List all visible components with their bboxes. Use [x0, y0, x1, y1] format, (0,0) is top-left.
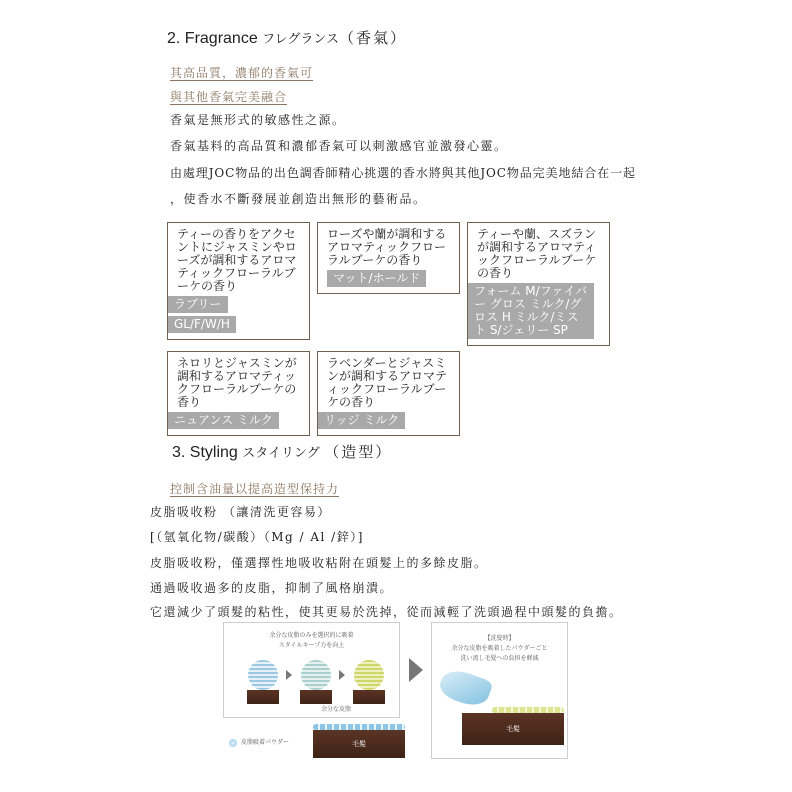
styling-body-4: 通過吸收過多的皮脂，抑制了風格崩潰。	[150, 581, 394, 595]
diagram-left-panel	[223, 622, 400, 718]
styling-body-2: [（氫氧化物/碳酸）（Mg / Al /鋅）]	[150, 530, 364, 544]
card-tag: GL/F/W/H	[168, 316, 236, 333]
diagram-caption: 【洗髪時】	[484, 635, 515, 642]
card-tag: リッジ ミルク	[318, 412, 405, 429]
styling-body-3: 皮脂吸收粉，僅選擇性地吸收粘附在頭髮上的多餘皮脂。	[150, 556, 488, 570]
fragrance-heading	[167, 27, 407, 48]
card-tag: フォーム M/ファイバー グロス ミルク/グロス H ミルク/ミスト S/ジェリー SP	[468, 283, 594, 339]
powder-ball-icon	[248, 660, 278, 690]
card-description: ティーや蘭、スズランが調和するアロマティックフローラルブーケの香り	[477, 227, 597, 280]
card-description: ティーの香りをアクセントにジャスミンやローズが調和するアロマティックフローラルブーケの香り	[177, 227, 297, 293]
fragrance-lead-1: 其高品質，濃郁的香氣可	[170, 66, 314, 80]
product-card	[317, 222, 460, 294]
powder-legend-icon	[229, 739, 237, 747]
heading-jp: スタイリング	[242, 445, 320, 460]
arrow-icon	[286, 670, 292, 680]
styling-lead: 控制含油量以提高造型保持力	[170, 482, 340, 496]
powder-ball-icon	[301, 660, 331, 690]
card-description: ラベンダーとジャスミンが調和するアロマティックフローラルブーケの香り	[327, 356, 448, 409]
card-description: ローズや蘭が調和するアロマティックフローラルブーケの香り	[327, 227, 447, 267]
card-tag: マット/ホールド	[327, 270, 426, 287]
card-tag: ラブリー	[168, 296, 228, 313]
styling-body-5: 它還減少了頭髮的粘性，使其更易於洗掉，從而減輕了洗頭過程中頭髮的負擔。	[150, 605, 623, 619]
styling-heading	[172, 441, 392, 462]
fragrance-body-2: 香氣基料的高品質和濃郁香氣可以刺激感官並激發心靈。	[170, 139, 508, 153]
sebum-ball-icon	[354, 660, 384, 690]
heading-en: 3. Styling	[172, 444, 238, 461]
excess-sebum-label: 余分な皮脂	[320, 706, 351, 713]
fragrance-body-4: ，使香水不斷發展並創造出無形的藝術品。	[170, 192, 427, 206]
hair-block-label: 毛髪	[313, 730, 405, 758]
legend-label: 皮脂吸着パウダー	[241, 739, 289, 746]
water-splash-icon	[436, 665, 493, 710]
diagram-caption: 余分な皮脂のみを選択的に吸着	[269, 632, 354, 639]
heading-en: 2. Fragrance	[167, 30, 258, 47]
diagram-caption: スタイルキープ力を向上	[278, 642, 345, 649]
styling-body-1: 皮脂吸收粉 （讓清洗更容易）	[150, 505, 331, 519]
product-card	[167, 351, 310, 436]
product-card	[167, 222, 310, 340]
fragrance-body-1: 香氣是無形式的敏感性之源。	[170, 113, 346, 127]
product-card-grid	[167, 222, 610, 436]
diagram-caption: 洗い流し毛髪への負担を軽減	[460, 655, 539, 662]
card-tag: ニュアンス ミルク	[168, 412, 279, 429]
card-description: ネロリとジャスミンが調和するアロマティックフローラルブーケの香り	[177, 356, 297, 409]
heading-zh: （造型）	[324, 443, 393, 461]
product-card	[317, 351, 460, 436]
heading-jp: フレグランス	[262, 31, 340, 46]
diagram-right-panel	[431, 622, 568, 759]
heading-zh: （香氣）	[339, 29, 408, 47]
arrow-icon	[339, 670, 345, 680]
fragrance-lead-2: 與其他香氣完美融合	[170, 90, 288, 104]
diagram-caption: 余分な皮脂を吸着したパウダーごと	[451, 645, 548, 652]
hair-block	[353, 690, 385, 704]
hair-block	[247, 690, 279, 704]
product-card	[467, 222, 610, 346]
hair-block-label: 毛髪	[462, 713, 564, 745]
big-arrow-icon	[409, 658, 423, 682]
hair-block	[300, 690, 332, 704]
fragrance-body-3: 由處理JOC物品的出色調香師精心挑選的香水將與其他JOC物品完美地結合在一起	[170, 166, 636, 180]
